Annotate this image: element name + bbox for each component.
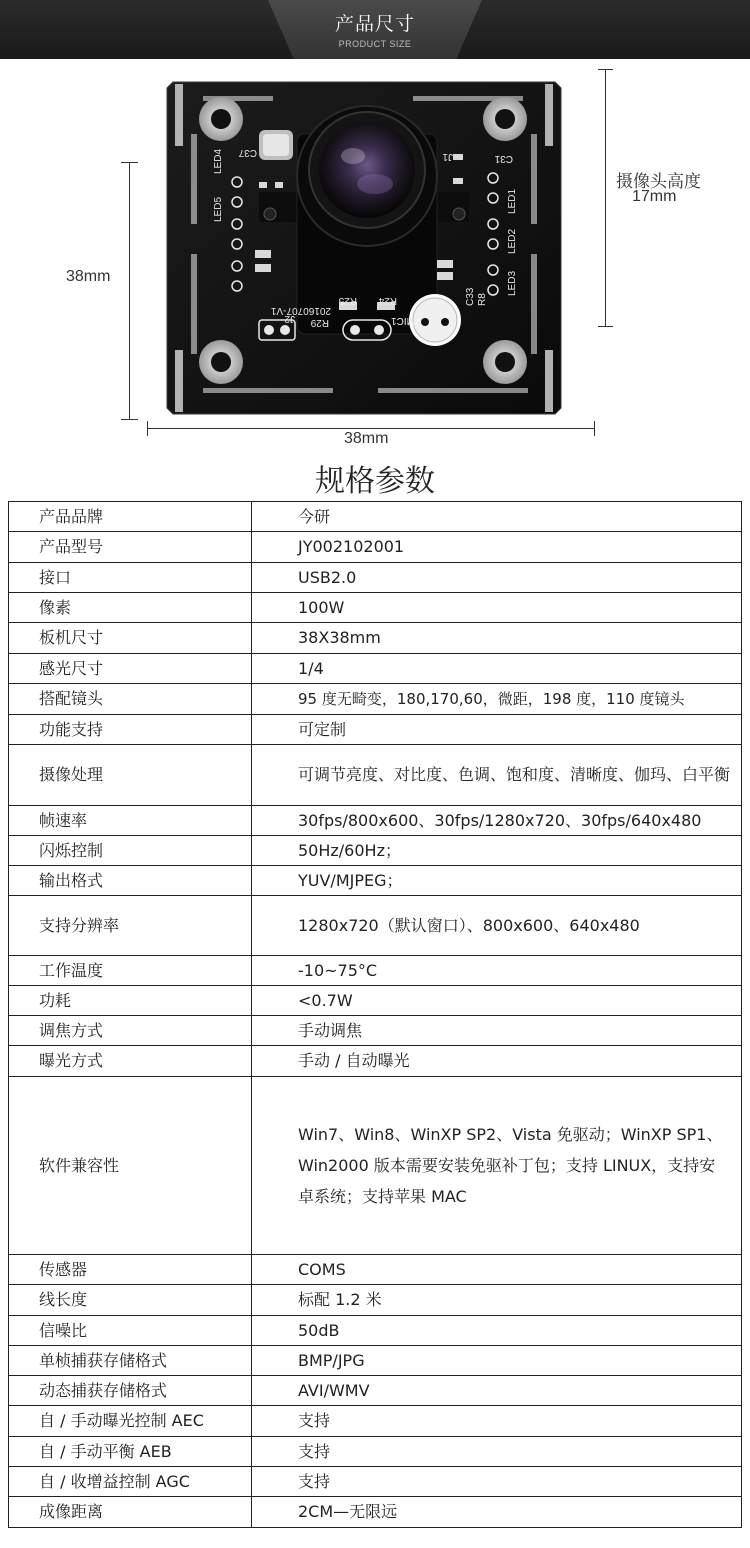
spec-value: 30fps/800x600、30fps/1280x720、30fps/640x480 xyxy=(252,806,742,836)
spec-key: 线长度 xyxy=(9,1285,252,1316)
silk-c33: C33 xyxy=(465,287,476,306)
height-dim-label: 38mm xyxy=(66,268,111,285)
height-dim-line xyxy=(129,162,130,420)
table-row xyxy=(9,1497,742,1528)
spec-table xyxy=(8,501,742,1528)
table-row xyxy=(9,836,742,866)
width-dim-cap-right xyxy=(594,421,595,436)
table-row xyxy=(9,956,742,986)
table-row xyxy=(9,896,742,956)
spec-key: 单桢捕获存储格式 xyxy=(9,1346,252,1376)
spec-key: 接口 xyxy=(9,563,252,593)
spec-value: 可定制 xyxy=(252,715,742,745)
height-dim-cap-top xyxy=(121,162,138,163)
table-row xyxy=(9,866,742,896)
camera-board-image xyxy=(163,74,565,416)
mount-hole-tl xyxy=(199,97,243,141)
spec-key: 板机尺寸 xyxy=(9,623,252,654)
table-row xyxy=(9,715,742,745)
silk-led2: LED2 xyxy=(507,228,518,254)
spec-value: 1/4 xyxy=(252,654,742,684)
spec-value: COMS xyxy=(252,1255,742,1285)
silk-led1: LED1 xyxy=(507,188,518,214)
silk-r25: R25 xyxy=(338,295,357,306)
table-row xyxy=(9,1046,742,1077)
spec-key: 自 / 收增益控制 AGC xyxy=(9,1467,252,1497)
table-row xyxy=(9,1285,742,1316)
spec-key: 功能支持 xyxy=(9,715,252,745)
spec-value: 今研 xyxy=(252,502,742,532)
spec-value: 95 度无畸变，180,170,60，微距，198 度，110 度镜头 xyxy=(252,684,742,715)
spec-key: 自 / 手动平衡 AEB xyxy=(9,1437,252,1467)
spec-value: 可调节亮度、对比度、色调、饱和度、清晰度、伽玛、白平衡 xyxy=(252,745,742,806)
table-row xyxy=(9,563,742,593)
silk-led3: LED3 xyxy=(507,270,518,296)
spec-key: 曝光方式 xyxy=(9,1046,252,1077)
spec-value: YUV/MJPEG； xyxy=(252,866,742,896)
spec-value: BMP/JPG xyxy=(252,1346,742,1376)
silk-r29: R29 xyxy=(310,317,329,328)
spec-value: 100W xyxy=(252,593,742,623)
camera-height-dim-cap-top xyxy=(598,69,613,70)
spec-value: JY002102001 xyxy=(252,532,742,563)
silk-date: 20160707-V1 xyxy=(270,305,331,316)
camera-height-label: 摄像头高度 xyxy=(616,172,701,191)
silk-j1: J1 xyxy=(442,151,453,162)
spec-key: 像素 xyxy=(9,593,252,623)
spec-value: 支持 xyxy=(252,1467,742,1497)
spec-value: 手动调焦 xyxy=(252,1016,742,1046)
silk-c31: C31 xyxy=(494,153,513,164)
spec-value: Win7、Win8、WinXP SP2、Vista 免驱动；WinXP SP1、Win2000 版本需要安装免驱补丁包；支持 LINUX，支持安卓系统；支持苹果 MAC xyxy=(252,1077,742,1255)
spec-key: 信噪比 xyxy=(9,1316,252,1346)
spec-key: 帧速率 xyxy=(9,806,252,836)
header-title: 产品尺寸 xyxy=(334,13,415,35)
spec-key: 闪烁控制 xyxy=(9,836,252,866)
table-row xyxy=(9,532,742,563)
silk-c37: C37 xyxy=(238,147,257,158)
silk-r8: R8 xyxy=(477,293,488,306)
spec-key: 传感器 xyxy=(9,1255,252,1285)
spec-key: 调焦方式 xyxy=(9,1016,252,1046)
spec-key: 产品品牌 xyxy=(9,502,252,532)
spec-value: 50Hz/60Hz； xyxy=(252,836,742,866)
table-row xyxy=(9,745,742,806)
spec-value: 2CM—无限远 xyxy=(252,1497,742,1528)
spec-key: 软件兼容性 xyxy=(9,1077,252,1255)
table-row xyxy=(9,1406,742,1437)
spec-key: 搭配镜头 xyxy=(9,684,252,715)
table-row xyxy=(9,502,742,532)
spec-value: 手动 / 自动曝光 xyxy=(252,1046,742,1077)
spec-key: 自 / 手动曝光控制 AEC xyxy=(9,1406,252,1437)
table-row xyxy=(9,1077,742,1255)
header-subtitle: PRODUCT SIZE xyxy=(338,39,412,49)
spec-value: 标配 1.2 米 xyxy=(252,1285,742,1316)
spec-title: 规格参数 xyxy=(315,464,435,499)
spec-key: 功耗 xyxy=(9,986,252,1016)
width-dim-cap-left xyxy=(147,421,148,436)
silk-led4: LED4 xyxy=(213,148,224,174)
table-row xyxy=(9,1316,742,1346)
table-row xyxy=(9,593,742,623)
table-row xyxy=(9,654,742,684)
silk-j2: J2 xyxy=(284,313,295,324)
spec-key: 成像距离 xyxy=(9,1497,252,1528)
spec-key: 支持分辨率 xyxy=(9,896,252,956)
table-row xyxy=(9,1346,742,1376)
table-row xyxy=(9,1376,742,1406)
camera-height-dim-cap-bottom xyxy=(598,326,613,327)
spec-value: <0.7W xyxy=(252,986,742,1016)
table-row xyxy=(9,1255,742,1285)
camera-height-value: 17mm xyxy=(632,188,677,205)
table-row xyxy=(9,806,742,836)
table-row xyxy=(9,986,742,1016)
spec-key: 工作温度 xyxy=(9,956,252,986)
spec-value: AVI/WMV xyxy=(252,1376,742,1406)
spec-value: 支持 xyxy=(252,1406,742,1437)
spec-value: 50dB xyxy=(252,1316,742,1346)
spec-key: 产品型号 xyxy=(9,532,252,563)
spec-value: -10~75°C xyxy=(252,956,742,986)
table-row xyxy=(9,684,742,715)
spec-value: 38X38mm xyxy=(252,623,742,654)
width-dim-label: 38mm xyxy=(344,430,389,447)
table-row xyxy=(9,1016,742,1046)
header-banner xyxy=(0,0,750,59)
table-row xyxy=(9,623,742,654)
spec-value: USB2.0 xyxy=(252,563,742,593)
spec-key: 动态捕获存储格式 xyxy=(9,1376,252,1406)
camera-height-dim-line xyxy=(605,69,606,327)
spec-value: 支持 xyxy=(252,1437,742,1467)
spec-value: 1280x720（默认窗口）、800x600、640x480 xyxy=(252,896,742,956)
silk-r24: R24 xyxy=(378,295,397,306)
height-dim-cap-bottom xyxy=(121,419,138,420)
spec-key: 输出格式 xyxy=(9,866,252,896)
silk-led5: LED5 xyxy=(213,196,224,222)
silk-mic1: MIC1 xyxy=(391,315,415,326)
table-row xyxy=(9,1467,742,1497)
spec-key: 感光尺寸 xyxy=(9,654,252,684)
width-dim-line xyxy=(147,428,595,429)
table-row xyxy=(9,1437,742,1467)
spec-key: 摄像处理 xyxy=(9,745,252,806)
